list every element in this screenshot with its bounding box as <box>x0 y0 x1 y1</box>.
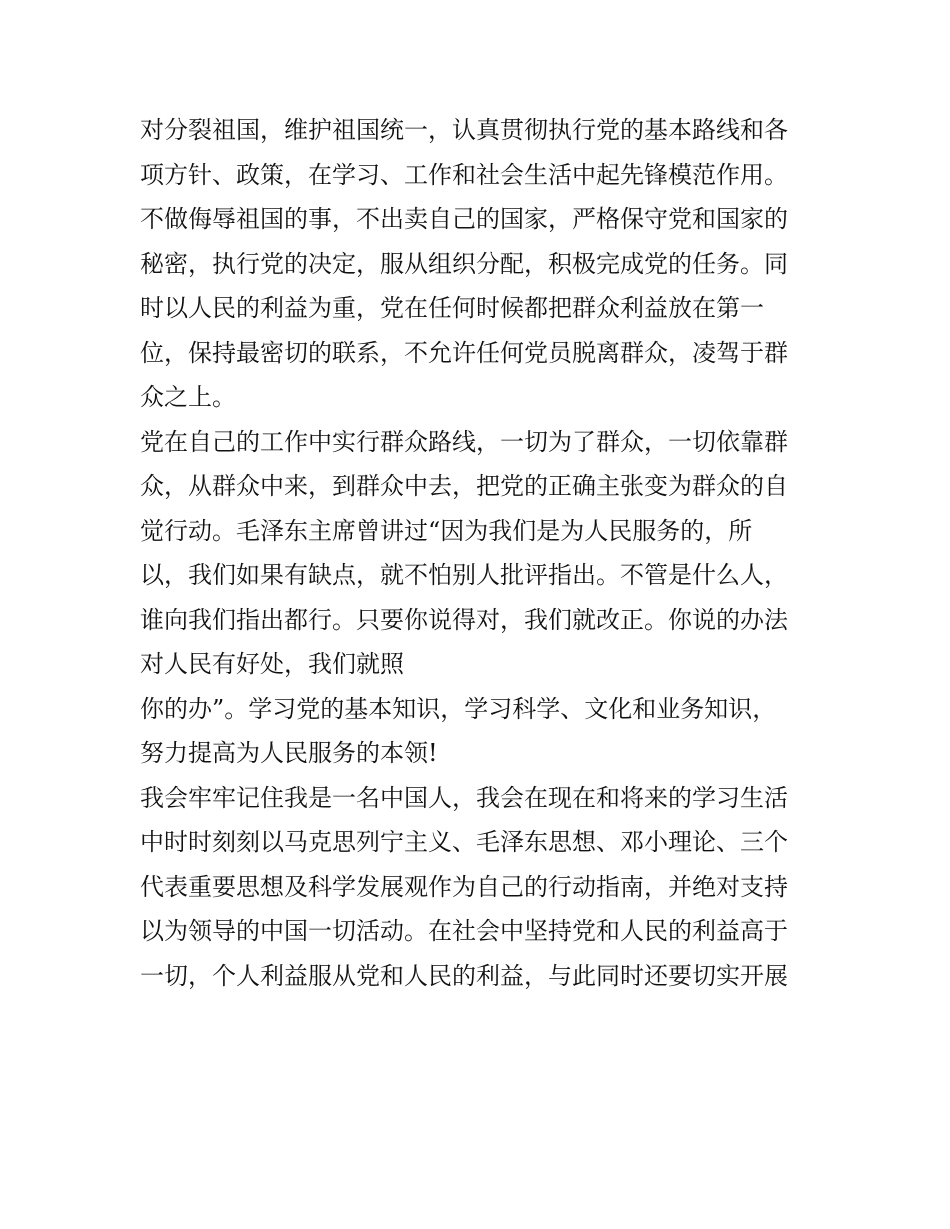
text-line: 众之上。 <box>140 383 236 411</box>
text-line: 我会牢牢记住我是一名中国人，我会在现在和将来的学习生活 <box>140 783 788 812</box>
text-line: 中时时刻刻以马克思列宁主义、毛泽东思想、邓小理论、三个 <box>140 828 788 856</box>
text-line: 以为领导的中国一切活动。在社会中坚持党和人民的利益高于 <box>140 917 788 945</box>
text-line: 对人民有好处，我们就照 <box>140 650 404 678</box>
text-line: 谁向我们指出都行。只要你说得对，我们就改正。你说的办法 <box>140 605 788 634</box>
body-text <box>140 108 830 998</box>
text-line: 以，我们如果有缺点，就不怕别人批评指出。不管是什么人， <box>140 561 788 589</box>
text-line: 对分裂祖国，维护祖国统一，认真贯彻执行党的基本路线和各 <box>140 116 788 144</box>
text-line: 党在自己的工作中实行群众路线，一切为了群众，一切依靠群 <box>140 427 788 456</box>
text-line: 秘密，执行党的决定，服从组织分配，积极完成党的任务。同 <box>140 249 788 278</box>
text-line: 不做侮辱祖国的事，不出卖自己的国家，严格保守党和国家的 <box>140 205 788 233</box>
text-line: 一切，个人利益服从党和人民的利益，与此同时还要切实开展 <box>140 961 788 990</box>
text-line: 你的办”。学习党的基本知识，学习科学、文化和业务知识， <box>140 694 777 723</box>
text-line: 众，从群众中来，到群众中去，把党的正确主张变为群众的自 <box>140 472 788 500</box>
text-line: 项方针、政策，在学习、工作和社会生活中起先锋模范作用。 <box>140 160 788 189</box>
text-line: 代表重要思想及科学发展观作为自己的行动指南，并绝对支持 <box>140 872 788 901</box>
text-line: 觉行动。毛泽东主席曾讲过“因为我们是为人民服务的，所 <box>140 516 753 545</box>
text-line: 努力提高为人民服务的本领! <box>140 739 438 767</box>
text-line: 位，保持最密切的联系，不允许任何党员脱离群众，凌驾于群 <box>140 338 788 367</box>
text-line: 时以人民的利益为重，党在任何时候都把群众利益放在第一 <box>140 294 764 322</box>
